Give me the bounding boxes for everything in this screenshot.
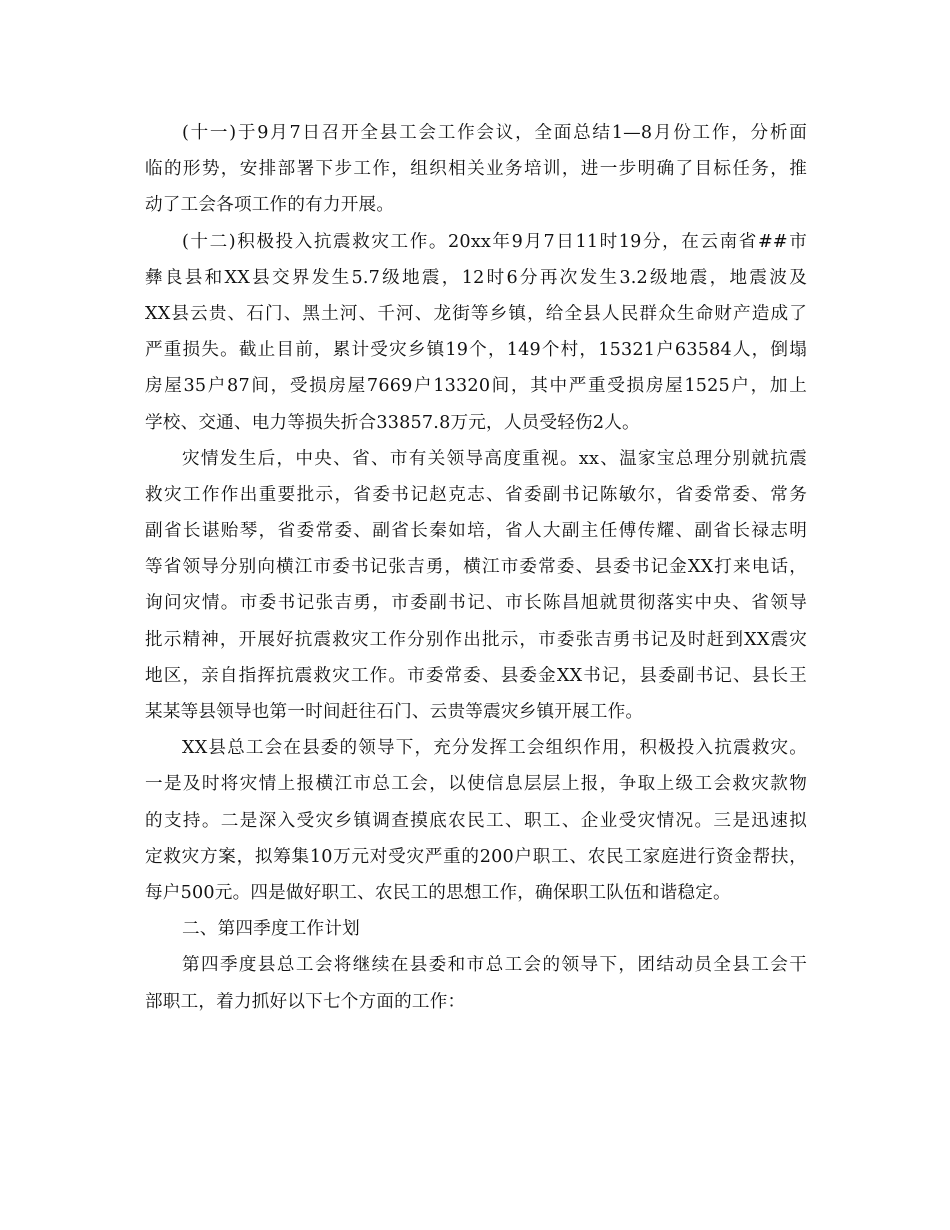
text-line: 某某等县领导也第一时间赶往石门、云贵等震灾乡镇开展工作。 [145, 702, 644, 722]
text-line: 第四季度县总工会将继续在县委和市总工会的领导下，团结动员全县工会干 [182, 955, 807, 976]
text-line: (十二)积极投入抗震救灾工作。20xx年9月7日11时19分，在云南省##市 [182, 231, 807, 252]
text-line: 每户500元。四是做好职工、农民工的思想工作，确保职工队伍和谐稳定。 [145, 882, 731, 903]
text-line: 等省领导分别向横江市委书记张吉勇，横江市委常委、县委书记金XX打来电话， [145, 557, 807, 578]
text-line: 学校、交通、电力等损失折合33857.8万元，人员受轻伤2人。 [145, 412, 640, 433]
text-line: 严重损失。截止目前，累计受灾乡镇19个，149个村，15321户63584人，倒塌 [145, 340, 807, 361]
text-line: 定救灾方案，拟筹集10万元对受灾严重的200户职工、农民工家庭进行资金帮扶， [145, 846, 807, 867]
text-line: 灾情发生后，中央、省、市有关领导高度重视。xx、温家宝总理分别就抗震 [182, 448, 807, 469]
text-line: 部职工，着力抓好以下七个方面的工作： [145, 991, 466, 1012]
text-line: 地区，亲自指挥抗震救灾工作。市委常委、县委金XX书记，县委副书记、县长王 [145, 665, 807, 686]
heading-text: 二、第四季度工作计划 [182, 919, 360, 940]
text-line: XX县云贵、石门、黑土河、千河、龙街等乡镇，给全县人民群众生命财产造成了 [145, 303, 807, 324]
text-line: (十一)于9月7日召开全县工会工作会议，全面总结1—8月份工作，分析面 [182, 123, 807, 143]
text-line: 一是及时将灾情上报横江市总工会，以使信息层层上报，争取上级工会救灾款物 [145, 774, 807, 795]
text-line: XX县总工会在县委的领导下，充分发挥工会组织作用，积极投入抗震救灾。 [182, 738, 807, 759]
text-line: 救灾工作作出重要批示，省委书记赵克志、省委副书记陈敏尔，省委常委、常务 [145, 484, 807, 505]
text-line: 房屋35户87间，受损房屋7669户13320间，其中严重受损房屋1525户，加上 [145, 376, 807, 397]
text-line: 的支持。二是深入受灾乡镇调查摸底农民工、职工、企业受灾情况。三是迅速拟 [145, 810, 807, 831]
text-line: 动了工会各项工作的有力开展。 [145, 195, 395, 216]
section-heading [145, 911, 807, 947]
paragraph-item-12 [145, 224, 807, 441]
text-line: 临的形势，安排部署下步工作，组织相关业务培训，进一步明确了目标任务，推 [145, 159, 807, 180]
paragraph-q4-plan [145, 947, 807, 1019]
text-line: 彝良县和XX县交界发生5.7级地震，12时6分再次发生3.2级地震，地震波及 [145, 267, 807, 288]
paragraph-union-relief [145, 730, 807, 911]
text-line: 询问灾情。市委书记张吉勇，市委副书记、市长陈昌旭就贯彻落实中央、省领导 [145, 593, 807, 614]
paragraph-item-11 [145, 115, 807, 224]
document-body [145, 115, 807, 1020]
paragraph-leadership-response [145, 441, 807, 731]
text-line: 批示精神，开展好抗震救灾工作分别作出批示，市委张吉勇书记及时赶到XX震灾 [145, 629, 807, 650]
text-line: 副省长谌贻琴，省委常委、副省长秦如培，省人大副主任傅传耀、副省长禄志明 [145, 521, 807, 542]
